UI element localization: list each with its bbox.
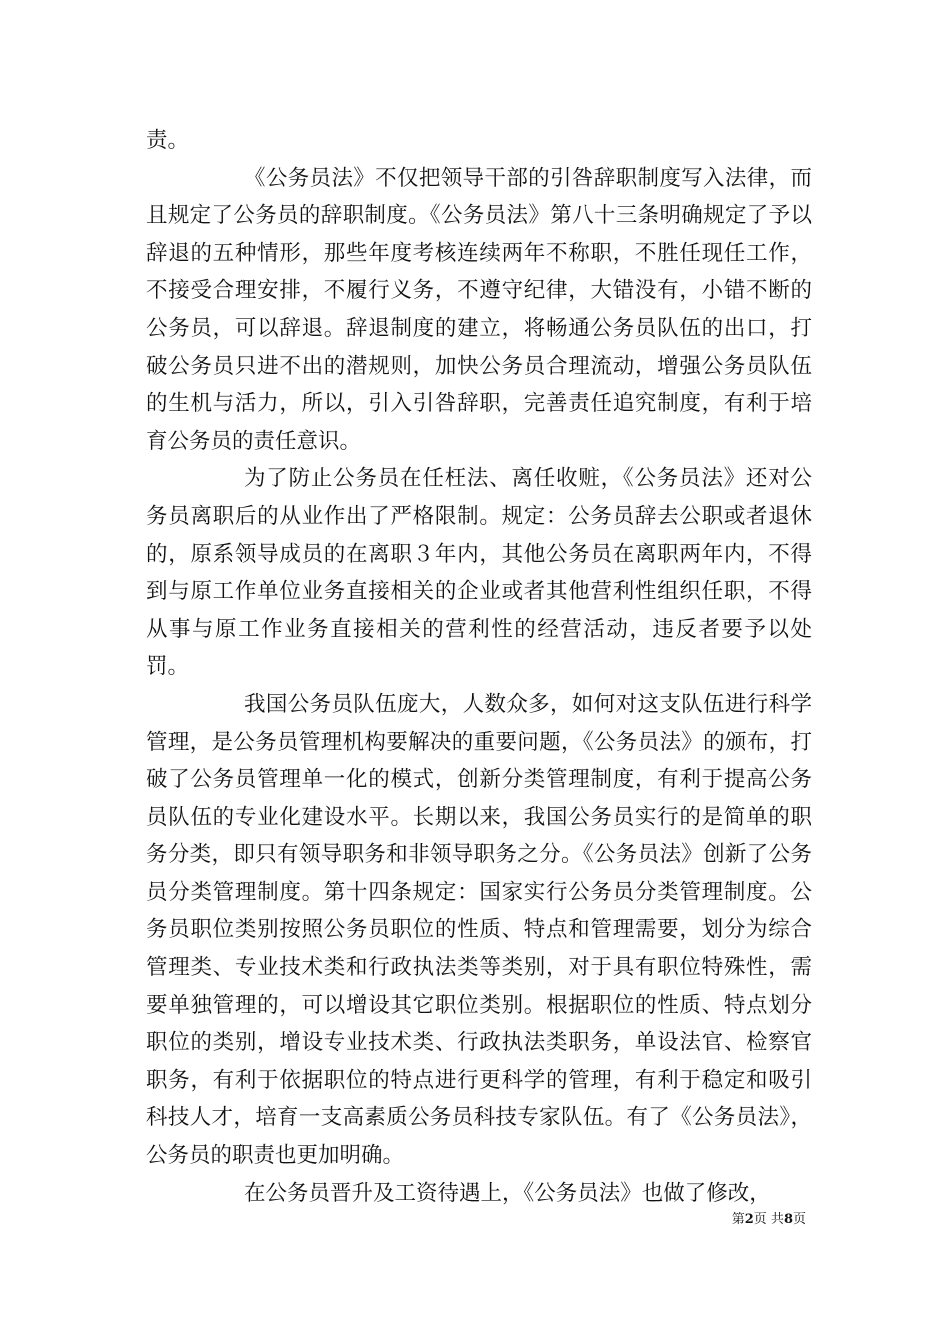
footer-prefix: 第 <box>731 1212 745 1227</box>
footer-current-page: 2 <box>744 1212 754 1227</box>
paragraph-2: 《公务员法》不仅把领导干部的引咎辞职制度写入法律，而且规定了公务员的辞职制度。《公务员法》第八十三条明确规定了予以辞退的五种情形，那些年度考核连续两年不称职，不胜任现任工作，不接受合理安排，不履行义务，不遵守纪律，大错没有，小错不断的公务员，可以辞退。辞退制度的建立，将畅通公务员队伍的出口，打破公务员只进不出的潜规则，加快公务员合理流动，增强公务员队伍的生机与活力，所以，引入引咎辞职，完善责任追究制度，有利于培育公务员的责任意识。 <box>146 165 812 454</box>
paragraph-3: 为了防止公务员在任枉法、离任收赃，《公务员法》还对公务员离职后的从业作出了严格限制。规定：公务员辞去公职或者退休的，原系领导成员的在离职３年内，其他公务员在离职两年内，不得到与原工作单位业务直接相关的企业或者其他营利性组织任职，不得从事与原工作业务直接相关的营利性的经营活动，违反者要予以处罚。 <box>146 466 812 680</box>
paragraph-4: 我国公务员队伍庞大，人数众多，如何对这支队伍进行科学管理，是公务员管理机构要解决的重要问题，《公务员法》的颁布，打破了公务员管理单一化的模式，创新分类管理制度，有利于提高公务员队伍的专业化建设水平。长期以来，我国公务员实行的是简单的职务分类，即只有领导职务和非领导职务之分。《公务员法》创新了公务员分类管理制度。第十四条规定：国家实行公务员分类管理制度。公务员职位类别按照公务员职位的性质、特点和管理需要，划分为综合管理类、专业技术类和行政执法类等类别，对于具有职位特殊性，需要单独管理的，可以增设其它职位类别。根据职位的性质、特点划分职位的类别，增设专业技术类、行政执法类职务，单设法官、检察官职务，有利于依据职位的特点进行更科学的管理，有利于稳定和吸引科技人才，培育一支高素质公务员科技专家队伍。有了《公务员法》，公务员的职责也更加明确。 <box>146 691 812 1169</box>
footer-suffix: 页 <box>792 1212 806 1227</box>
document-body <box>146 122 812 1212</box>
paragraph-5: 在公务员晋升及工资待遇上，《公务员法》也做了修改， <box>244 1180 771 1206</box>
paragraph-1: 责。 <box>146 128 190 153</box>
footer-total-pages: 8 <box>783 1212 793 1227</box>
footer-middle: 页 共 <box>753 1212 784 1227</box>
page-footer <box>732 1208 806 1227</box>
